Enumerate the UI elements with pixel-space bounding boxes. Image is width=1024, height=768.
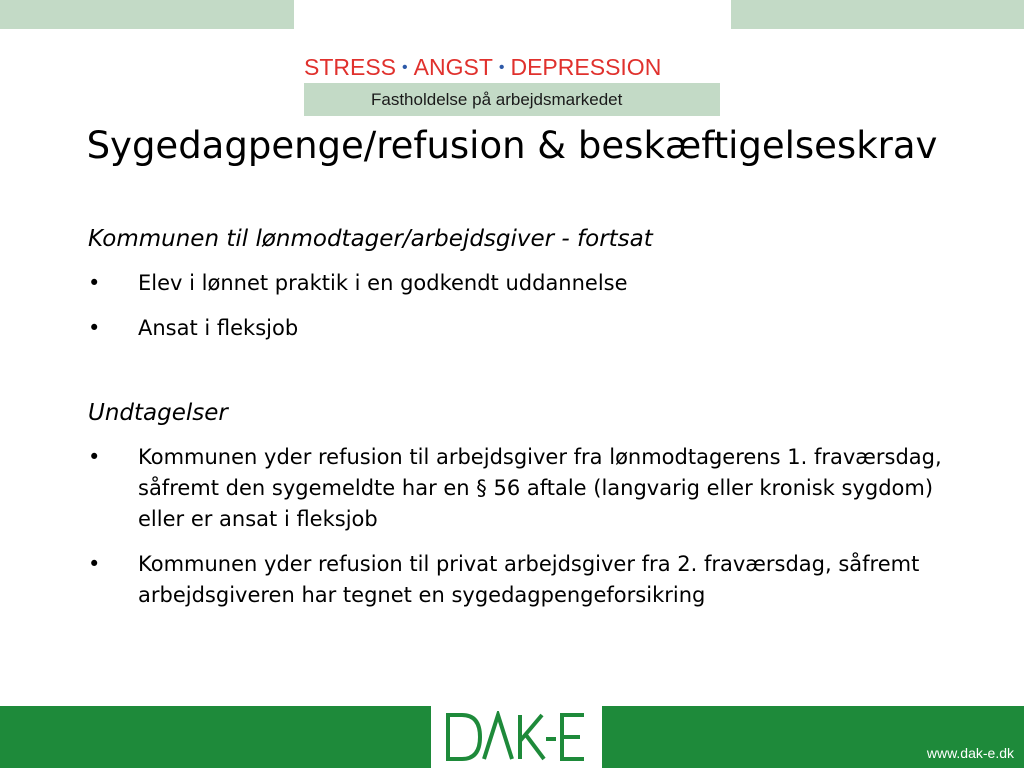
section-spacer xyxy=(88,344,948,394)
top-band-right xyxy=(731,0,1024,29)
list-item xyxy=(88,442,948,535)
list-item-text: Elev i lønnet praktik i en godkendt uddannelse xyxy=(138,271,628,295)
list-item-text: Kommunen yder refusion til arbejdsgiver fra lønmodtagerens 1. fraværsdag, såfremt den sygemeldte har en § 56 aftale (langvarig eller kronisk sygdom) eller er ansat i fleksjob xyxy=(138,445,942,531)
bullet-icon: • xyxy=(88,445,101,469)
bullet-icon: • xyxy=(88,552,101,576)
stress-angst-depression-logo xyxy=(304,54,724,81)
list-item xyxy=(88,549,948,611)
list-item xyxy=(88,313,948,344)
logo-dot-icon: • xyxy=(498,59,505,76)
logo-dot-icon: • xyxy=(402,59,408,76)
section-heading: Undtagelser xyxy=(88,400,228,426)
logo-word-angst: ANGST xyxy=(413,54,493,80)
section-heading: Kommunen til lønmodtager/arbejdsgiver - fortsat xyxy=(88,226,653,252)
logo-word-stress: STRESS xyxy=(304,54,397,80)
logo-subtitle: Fastholdelse på arbejdsmarkedet xyxy=(304,83,720,116)
list-item-text: Kommunen yder refusion til privat arbejdsgiver fra 2. fraværsdag, såfremt arbejdsgiveren har tegnet en sygedagpengeforsikring xyxy=(138,552,920,607)
slide-title: Sygedagpenge/refusion & beskæftigelseskrav xyxy=(86,124,938,167)
bullet-icon: • xyxy=(88,271,101,295)
slide-content xyxy=(88,220,948,611)
dake-logo-icon xyxy=(442,711,592,763)
logo-word-depression: DEPRESSION xyxy=(510,54,662,80)
top-band-left xyxy=(0,0,294,29)
dake-logo xyxy=(431,706,602,768)
bullet-icon: • xyxy=(88,316,101,340)
list-item xyxy=(88,268,948,299)
list-item-text: Ansat i fleksjob xyxy=(138,316,299,340)
footer-url: www.dak-e.dk xyxy=(926,745,1014,761)
